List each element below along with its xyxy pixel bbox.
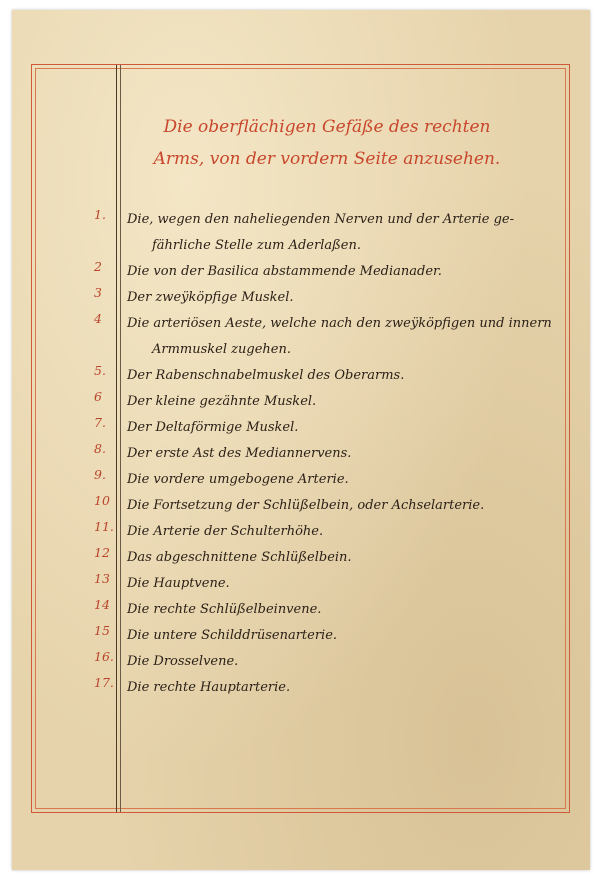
legend-text: Der kleine gezähnte Muskel. bbox=[127, 394, 317, 409]
legend-number: 16. bbox=[94, 649, 114, 664]
legend-text: Die Arterie der Schulterhöhe. bbox=[127, 524, 324, 539]
legend-number: 8. bbox=[94, 441, 106, 456]
legend-number: 3 bbox=[94, 285, 102, 300]
legend-item bbox=[32, 571, 567, 597]
page-title bbox=[132, 111, 522, 175]
legend-text-continuation: Armmuskel zugehen. bbox=[152, 342, 291, 357]
legend-text: Die Hauptvene. bbox=[127, 576, 230, 591]
legend-item bbox=[32, 675, 567, 701]
legend-item bbox=[32, 493, 567, 519]
legend-number: 17. bbox=[94, 675, 114, 690]
legend-item bbox=[32, 467, 567, 493]
legend-text: Der zweÿköpfige Muskel. bbox=[127, 290, 294, 305]
legend-number: 4 bbox=[94, 311, 102, 326]
legend-text: Die rechte Hauptarterie. bbox=[127, 680, 291, 695]
title-line-2: Arms, von der vordern Seite anzusehen. bbox=[153, 149, 501, 169]
legend-item bbox=[32, 649, 567, 675]
legend-number: 12 bbox=[94, 545, 110, 560]
legend-list bbox=[32, 207, 567, 701]
legend-item bbox=[32, 545, 567, 571]
legend-text: Die arteriösen Aeste, welche nach den zweÿköpfigen und innern Armmuskel zugehen. bbox=[127, 311, 557, 363]
legend-item bbox=[32, 207, 567, 259]
legend-item bbox=[32, 623, 567, 649]
legend-text: Die, wegen den naheliegenden Nerven und der Arterie ge- fährliche Stelle zum Aderlaßen. bbox=[127, 207, 557, 259]
legend-number: 15 bbox=[94, 623, 110, 638]
legend-text: Der Deltaförmige Muskel. bbox=[127, 420, 299, 435]
legend-text: Das abgeschnittene Schlüßelbein. bbox=[127, 550, 352, 565]
legend-text: Die Fortsetzung der Schlüßelbein, oder Achselarterie. bbox=[127, 498, 485, 513]
legend-text-continuation: fährliche Stelle zum Aderlaßen. bbox=[152, 238, 361, 253]
manuscript-page bbox=[12, 10, 590, 870]
legend-item bbox=[32, 415, 567, 441]
legend-text: Die von der Basilica abstammende Medianader. bbox=[127, 264, 442, 279]
legend-number: 5. bbox=[94, 363, 106, 378]
legend-number: 11. bbox=[94, 519, 114, 534]
legend-item bbox=[32, 363, 567, 389]
legend-item bbox=[32, 389, 567, 415]
legend-text: Die untere Schilddrüsenarterie. bbox=[127, 628, 338, 643]
legend-number: 7. bbox=[94, 415, 106, 430]
legend-item bbox=[32, 519, 567, 545]
legend-item bbox=[32, 259, 567, 285]
legend-item bbox=[32, 597, 567, 623]
legend-number: 14 bbox=[94, 597, 110, 612]
legend-item bbox=[32, 285, 567, 311]
legend-text: Die Drosselvene. bbox=[127, 654, 239, 669]
legend-number: 2 bbox=[94, 259, 102, 274]
title-line-1: Die oberflächigen Gefäße des rechten bbox=[163, 117, 491, 137]
page-border bbox=[31, 64, 570, 813]
legend-text: Der Rabenschnabelmuskel des Oberarms. bbox=[127, 368, 405, 383]
legend-text: Die rechte Schlüßelbeinvene. bbox=[127, 602, 322, 617]
legend-item bbox=[32, 311, 567, 363]
legend-item bbox=[32, 441, 567, 467]
legend-number: 13 bbox=[94, 571, 110, 586]
legend-number: 1. bbox=[94, 207, 106, 222]
legend-number: 9. bbox=[94, 467, 106, 482]
legend-text: Die vordere umgebogene Arterie. bbox=[127, 472, 349, 487]
legend-number: 10 bbox=[94, 493, 110, 508]
legend-number: 6 bbox=[94, 389, 102, 404]
legend-text: Der erste Ast des Mediannervens. bbox=[127, 446, 352, 461]
